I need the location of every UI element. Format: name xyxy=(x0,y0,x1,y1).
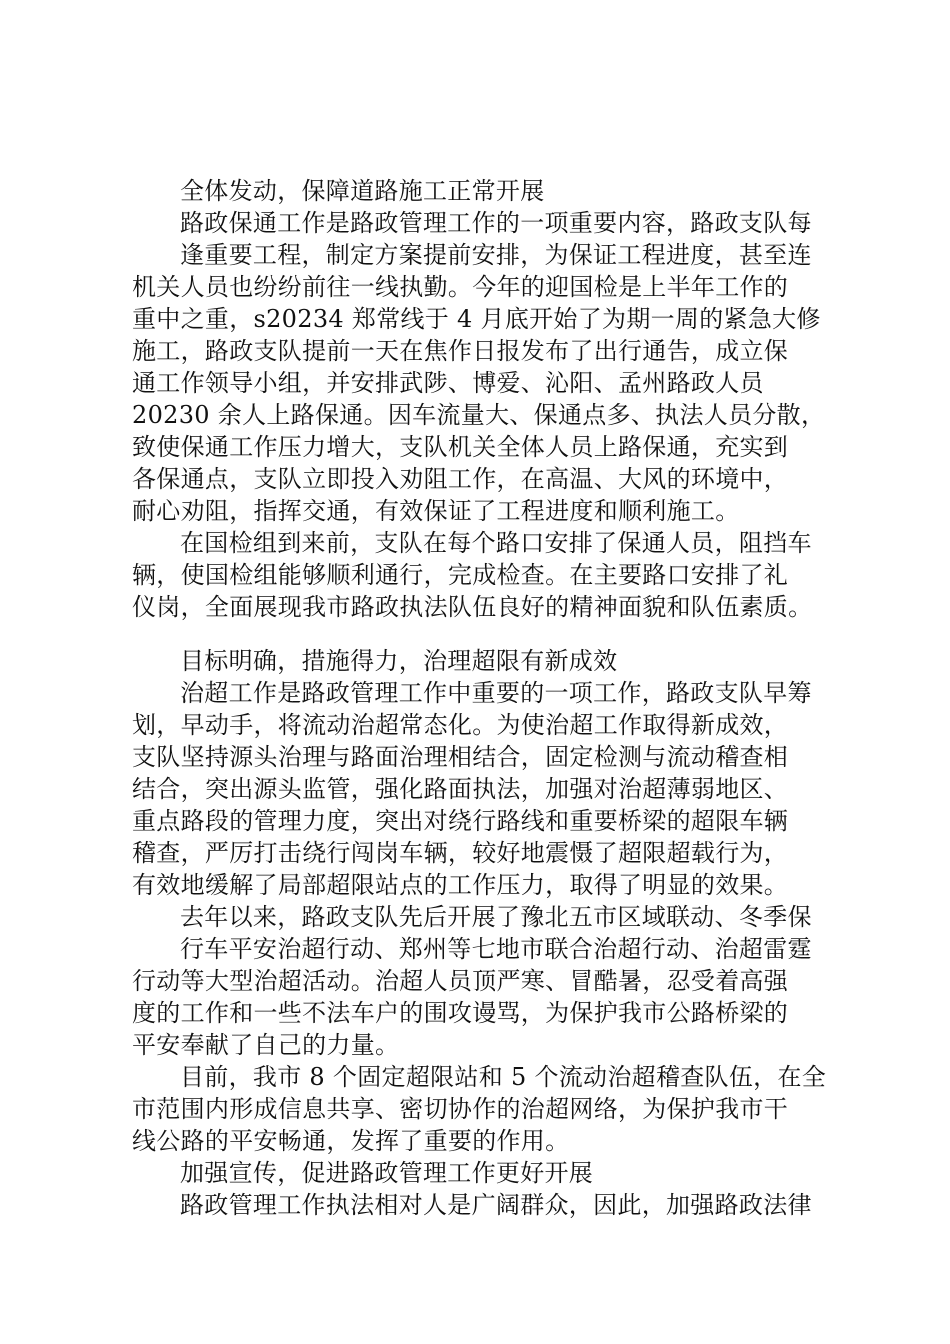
paragraph-line: 通工作领导小组，并安排武陟、博爱、沁阳、孟州路政人员 xyxy=(132,369,764,397)
paragraph-line: 划，早动手，将流动治超常态化。为使治超工作取得新成效， xyxy=(132,711,789,739)
heading-road-construction: 全体发动，保障道路施工正常开展 xyxy=(180,177,545,205)
paragraph-line: 致使保通工作压力增大，支队机关全体人员上路保通，充实到 xyxy=(132,433,789,461)
paragraph-line: 稽查，严厉打击绕行闯岗车辆，较好地震慑了超限超载行为， xyxy=(132,839,789,867)
paragraph-line: 市范围内形成信息共享、密切协作的治超网络，为保护我市干 xyxy=(132,1095,789,1123)
paragraph-line: 治超工作是路政管理工作中重要的一项工作，路政支队早筹 xyxy=(180,679,812,707)
paragraph-line: 结合，突出源头监管，强化路面执法，加强对治超薄弱地区、 xyxy=(132,775,789,803)
paragraph-line: 机关人员也纷纷前往一线执勤。今年的迎国检是上半年工作的 xyxy=(132,273,789,301)
paragraph-line: 度的工作和一些不法车户的围攻谩骂，为保护我市公路桥梁的 xyxy=(132,999,789,1027)
paragraph-line: 线公路的平安畅通，发挥了重要的作用。 xyxy=(132,1127,570,1155)
paragraph-line: 支队坚持源头治理与路面治理相结合，固定检测与流动稽查相 xyxy=(132,743,789,771)
paragraph-line: 重中之重，s20234 郑常线于 4 月底开始了为期一周的紧急大修 xyxy=(132,305,821,333)
paragraph-line: 重点路段的管理力度，突出对绕行路线和重要桥梁的超限车辆 xyxy=(132,807,789,835)
paragraph-line: 施工，路政支队提前一天在焦作日报发布了出行通告，成立保 xyxy=(132,337,789,365)
paragraph-line: 去年以来，路政支队先后开展了豫北五市区域联动、冬季保 xyxy=(180,903,812,931)
paragraph-line: 在国检组到来前，支队在每个路口安排了保通人员，阻挡车 xyxy=(180,529,812,557)
paragraph-line: 路政管理工作执法相对人是广阔群众，因此，加强路政法律 xyxy=(180,1191,812,1219)
heading-publicity: 加强宣传，促进路政管理工作更好开展 xyxy=(180,1159,594,1187)
paragraph-line: 仪岗，全面展现我市路政执法队伍良好的精神面貌和队伍素质。 xyxy=(132,593,813,621)
paragraph-line: 行动等大型治超活动。治超人员顶严寒、冒酷暑，忍受着高强 xyxy=(132,967,789,995)
paragraph-line: 20230 余人上路保通。因车流量大、保通点多、执法人员分散， xyxy=(132,401,826,429)
paragraph-line: 耐心劝阻，指挥交通，有效保证了工程进度和顺利施工。 xyxy=(132,497,740,525)
paragraph-line: 路政保通工作是路政管理工作的一项重要内容，路政支队每 xyxy=(180,209,812,237)
paragraph-line: 各保通点，支队立即投入劝阻工作，在高温、大风的环境中， xyxy=(132,465,789,493)
paragraph-line: 辆，使国检组能够顺利通行，完成检查。在主要路口安排了礼 xyxy=(132,561,789,589)
paragraph-line: 逢重要工程，制定方案提前安排，为保证工程进度，甚至连 xyxy=(180,241,812,269)
paragraph-line: 平安奉献了自己的力量。 xyxy=(132,1031,400,1059)
paragraph-line: 目前，我市 8 个固定超限站和 5 个流动治超稽查队伍，在全 xyxy=(180,1063,827,1091)
heading-overload-control: 目标明确，措施得力，治理超限有新成效 xyxy=(180,647,618,675)
paragraph-line: 有效地缓解了局部超限站点的工作压力，取得了明显的效果。 xyxy=(132,871,789,899)
paragraph-line: 行车平安治超行动、郑州等七地市联合治超行动、治超雷霆 xyxy=(180,935,812,963)
